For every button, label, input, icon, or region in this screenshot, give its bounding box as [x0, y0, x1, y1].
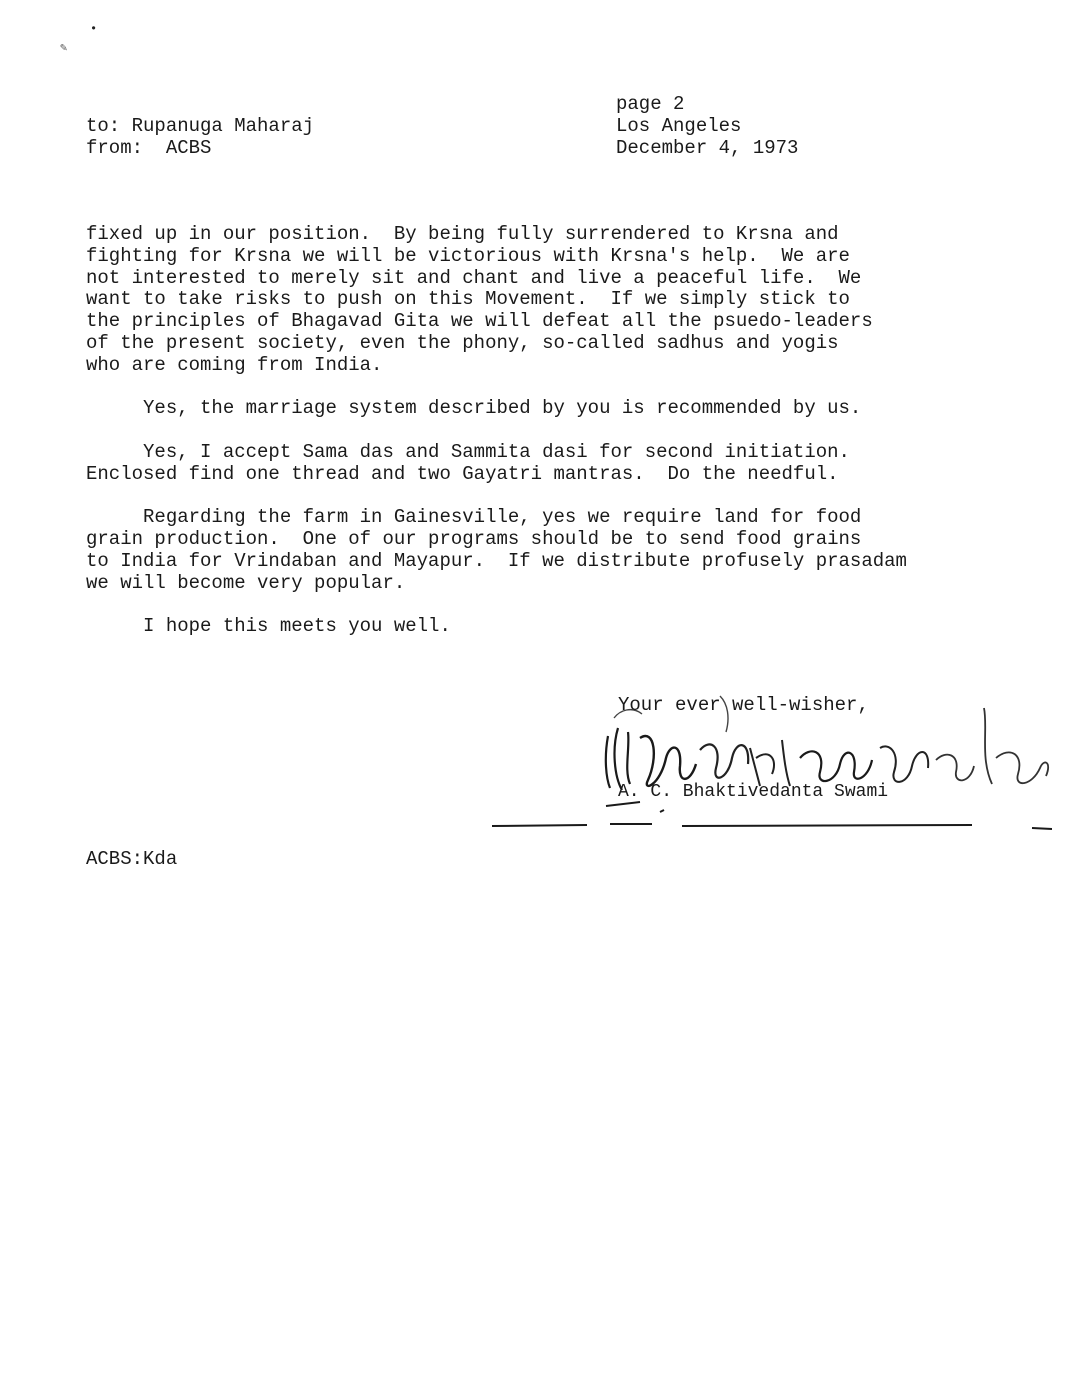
typed-signatory-name: A. C. Bhaktivedanta Swami	[618, 782, 889, 802]
body-line: the principles of Bhagavad Gita we will defeat all the psuedo-leaders	[86, 310, 873, 333]
paragraph-1	[86, 224, 1026, 377]
body-line: want to take risks to push on this Movement. If we simply stick to	[86, 288, 850, 311]
body-line: Yes, I accept Sama das and Sammita dasi for second initiation.	[86, 440, 850, 463]
place-line: Los Angeles	[616, 115, 742, 137]
body-line: Yes, the marriage system described by you is recommended by us.	[86, 397, 862, 420]
body-line: we will become very popular.	[86, 571, 406, 594]
body-line: who are coming from India.	[86, 353, 383, 376]
body-line: fighting for Krsna we will be victorious with Krsna's help. We are	[86, 244, 850, 267]
date-line: December 4, 1973	[616, 137, 799, 159]
body-line: Enclosed find one thread and two Gayatri mantras. Do the needful.	[86, 462, 839, 485]
reference-initials: ACBS:Kda	[86, 848, 178, 870]
paragraph-5	[86, 616, 1026, 638]
body-line: of the present society, even the phony, so-called sadhus and yogis	[86, 331, 839, 354]
paragraph-2	[86, 398, 1026, 420]
addressee-block	[86, 115, 314, 159]
page-info-block	[616, 93, 798, 159]
body-line: I hope this meets you well.	[86, 615, 451, 638]
page-number: page 2	[616, 93, 685, 115]
from-line: from: ACBS	[86, 137, 212, 159]
signature-underline	[492, 820, 1052, 832]
body-line: fixed up in our position. By being fully surrendered to Krsna and	[86, 223, 839, 245]
paragraph-3	[86, 442, 1026, 486]
signature-block	[600, 688, 1060, 838]
body-line: Regarding the farm in Gainesville, yes we require land for food	[86, 506, 862, 529]
paragraph-4	[86, 507, 1026, 594]
body-line: not interested to merely sit and chant and live a peaceful life. We	[86, 266, 862, 289]
body-line: grain production. One of our programs should be to send food grains	[86, 528, 862, 551]
ink-speck-mark-2: ✎	[60, 41, 68, 55]
closing-salutation: Your ever well-wisher,	[618, 694, 869, 716]
body-line: to India for Vrindaban and Mayapur. If we distribute profusely prasadam	[86, 549, 907, 572]
to-line: to: Rupanuga Maharaj	[86, 115, 315, 137]
ink-speck-mark: •	[90, 22, 98, 36]
letter-body	[86, 224, 1026, 660]
